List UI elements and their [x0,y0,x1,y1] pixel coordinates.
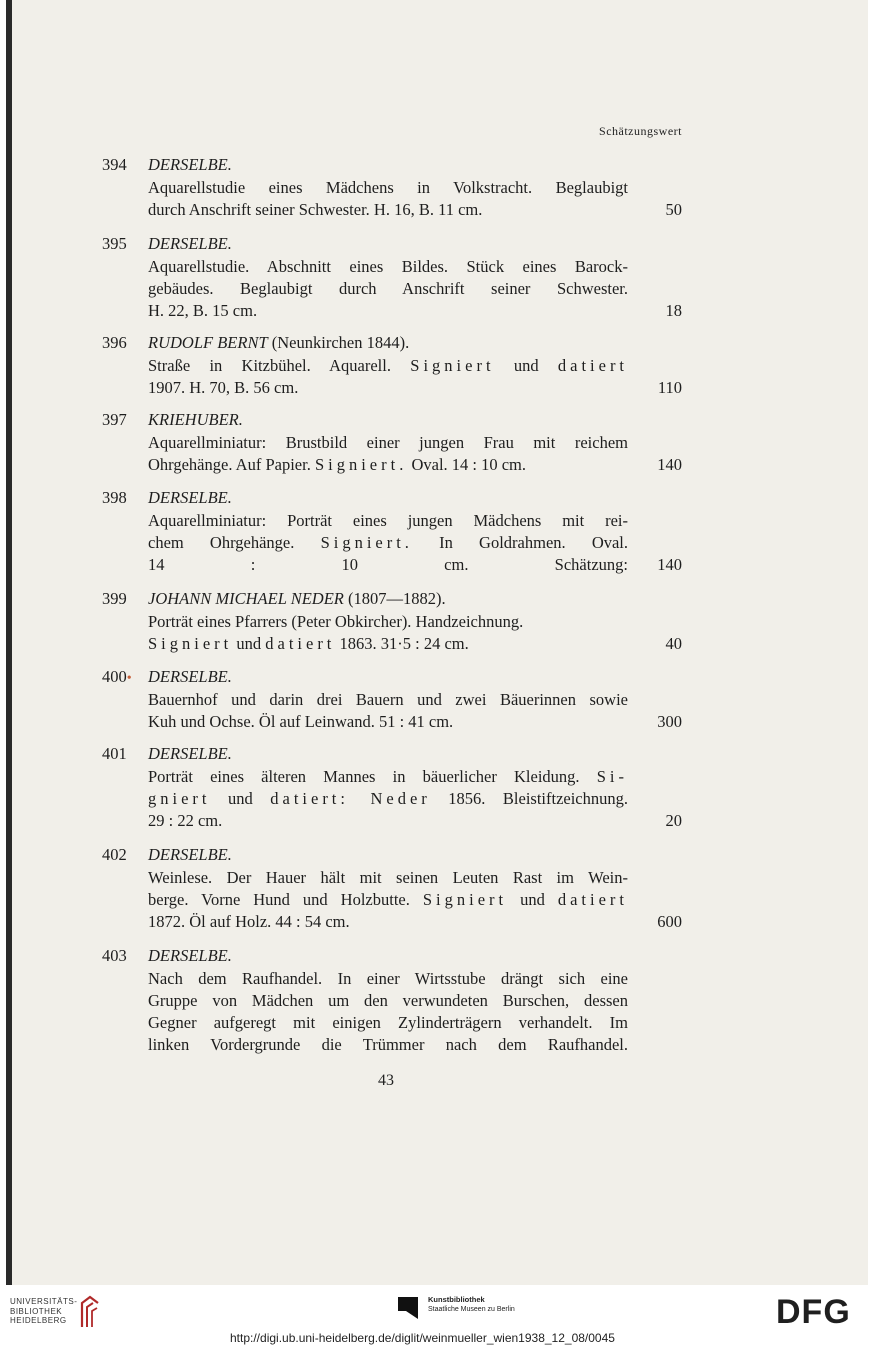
lot-description-line: Aquarellstudie. Abschnitt eines Bildes. Stück eines Barock- [148,257,628,276]
lot-description-line: Aquarellminiatur: Brustbild einer jungen Frau mit reichem [148,433,628,452]
lot-estimate: 140 [657,555,682,574]
lot-description-line: 1872. Öl auf Holz. 44 : 54 cm. [148,912,350,931]
lot-description-line: Weinlese. Der Hauer hält mit seinen Leuten Rast im Wein- [148,868,628,887]
lot-title: DERSELBE. [148,234,232,253]
lot-description-line: Gegner aufgeregt mit einigen Zylinderträgern verhandelt. Im [148,1013,628,1032]
lot-description-line: gebäudes. Beglaubigt durch Anschrift seiner Schwester. [148,279,628,298]
lot-estimate: 600 [657,912,682,931]
kunstbibliothek-logo-icon [396,1295,420,1319]
scanned-page [6,0,868,1285]
lot-description-line: Aquarellstudie eines Mädchens in Volkstracht. Beglaubigt [148,178,628,197]
viewer-footer [0,1285,870,1347]
lot-description-line: Gruppe von Mädchen um den verwundeten Burschen, dessen [148,991,628,1010]
lot-number: 401 [102,744,127,763]
lot-description-line: Bauernhof und darin drei Bauern und zwei Bäuerinnen sowie [148,690,628,709]
lot-number: 403 [102,946,127,965]
lot-title: KRIEHUBER. [148,410,243,429]
lot-description-line: berge. Vorne Hund und Holzbutte. Signiert und datiert [148,890,629,909]
lot-number: 400• [102,667,132,686]
lot-description-line: chem Ohrgehänge. Signiert. In Goldrahmen. Oval. [148,533,629,552]
page-edge [6,0,12,1285]
lot-description-line: H. 22, B. 15 cm. [148,301,258,320]
lot-number: 397 [102,410,127,429]
lot-description-line: Aquarellminiatur: Porträt eines jungen Mädchens mit rei- [148,511,628,530]
lot-estimate: 50 [665,200,682,219]
lot-description-line: Kuh und Ochse. Öl auf Leinwand. 51 : 41 cm. [148,712,454,731]
lot-description-line: 14 : 10 cm. Schätzung: [148,555,628,574]
lot-description-line: durch Anschrift seiner Schwester. H. 16, B. 11 cm. [148,200,483,219]
lot-estimate: 20 [665,811,682,830]
lot-title: DERSELBE. [148,845,232,864]
lot-title: RUDOLF BERNT (Neunkirchen 1844). [148,333,410,352]
lot-estimate: 40 [665,634,682,653]
page-url-link[interactable]: http://digi.ub.uni-heidelberg.de/diglit/weinmueller_wien1938_12_08/0045 [230,1331,615,1345]
lot-estimate: 18 [665,301,682,320]
lot-number: 394 [102,155,127,174]
lot-description-line: Porträt eines älteren Mannes in bäuerlicher Kleidung. Si- [148,767,628,786]
lot-title: DERSELBE. [148,155,232,174]
lot-number: 398 [102,488,127,507]
lot-description-line: gniert und datiert: Neder 1856. Bleistiftzeichnung. [148,789,628,808]
page-number: 43 [378,1072,394,1089]
lot-description-line: 1907. H. 70, B. 56 cm. [148,378,299,397]
lot-description-line: 29 : 22 cm. [148,811,223,830]
lot-title: JOHANN MICHAEL NEDER (1807—1882). [148,589,446,608]
university-library-label: UNIVERSITÄTS- BIBLIOTHEK HEIDELBERG [10,1297,78,1325]
lot-number: 402 [102,845,127,864]
marker-dot: • [126,671,132,686]
lot-estimate: 140 [657,455,682,474]
lot-description-line: Straße in Kitzbühel. Aquarell. Signiert und datiert [148,356,629,375]
lot-number: 396 [102,333,127,352]
column-header: Schätzungswert [599,124,682,138]
kunstbibliothek-label: Kunstbibliothek Staatliche Museen zu Berlin [428,1295,515,1313]
lot-title: DERSELBE. [148,488,232,507]
lot-description-line: Ohrgehänge. Auf Papier. Signiert. Oval. 14 : 10 cm. [148,455,527,474]
lot-estimate: 110 [657,378,682,397]
lot-number: 395 [102,234,127,253]
lot-description-line: linken Vordergrunde die Trümmer nach dem Raufhandel. [148,1035,628,1054]
lot-title: DERSELBE. [148,744,232,763]
university-logo-icon [78,1293,102,1329]
lot-description-line: Porträt eines Pfarrers (Peter Obkircher). Handzeichnung. [148,612,524,631]
lot-estimate: 300 [657,712,682,731]
lot-description-line: Nach dem Raufhandel. In einer Wirtsstube drängt sich eine [148,969,628,988]
lot-title: DERSELBE. [148,946,232,965]
dfg-logo: DFG [776,1293,851,1331]
lot-title: DERSELBE. [148,667,232,686]
lot-description-line: Signiert und datiert 1863. 31·5 : 24 cm. [148,634,469,653]
lot-number: 399 [102,589,127,608]
